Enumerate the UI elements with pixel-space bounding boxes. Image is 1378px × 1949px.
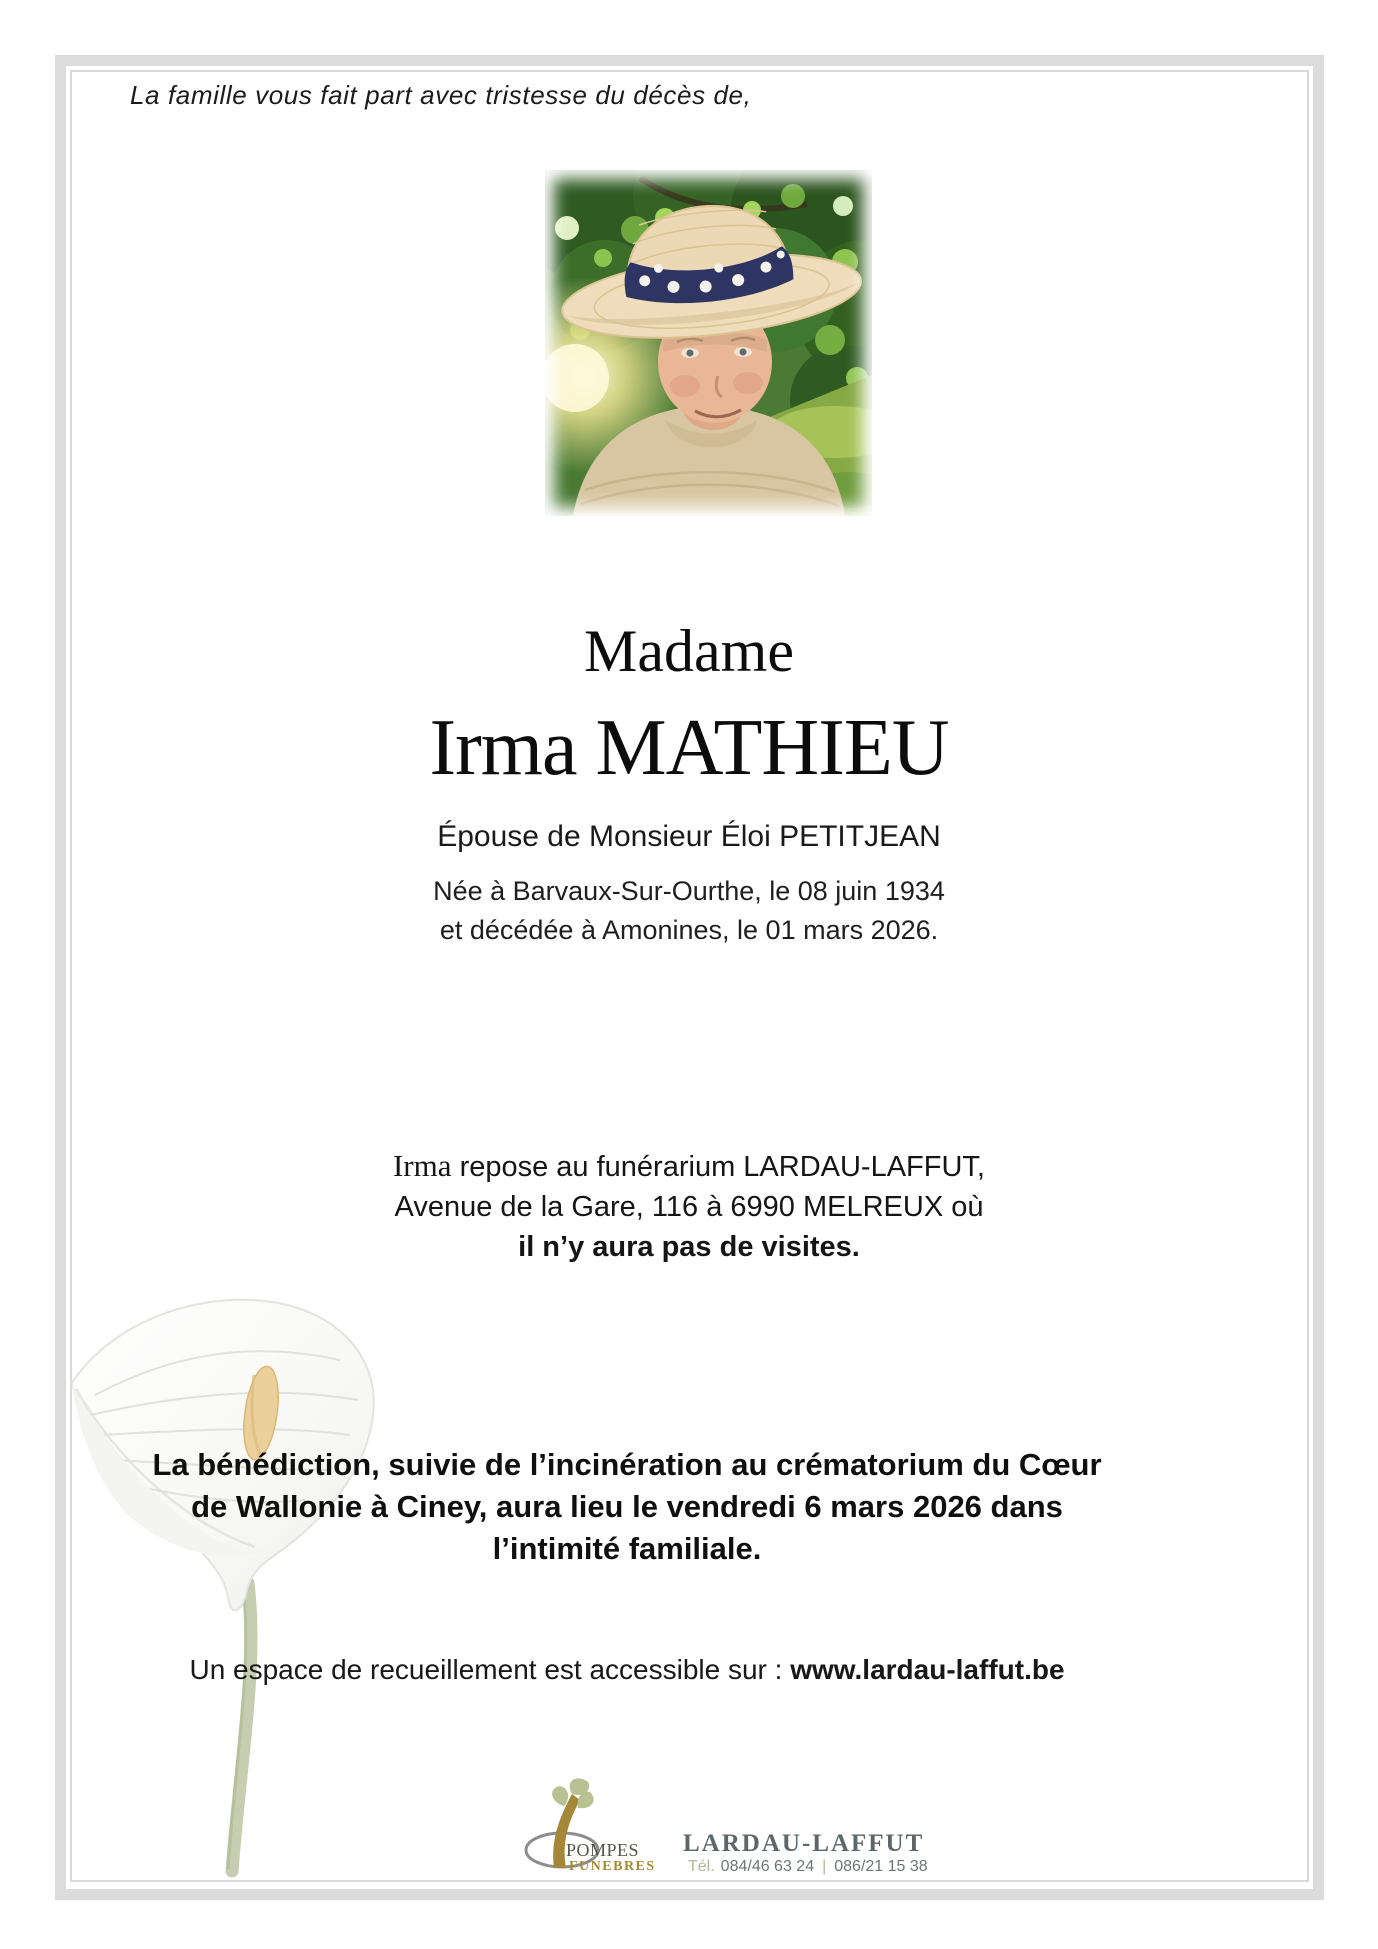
- intro-line: La famille vous fait part avec tristesse du décès de,: [130, 80, 752, 110]
- funeral-home-name: LARDAU-LAFFUT: [683, 1830, 925, 1857]
- birth-death-block: [0, 872, 1378, 950]
- civility-title: Madame: [584, 618, 794, 684]
- birth-line: Née à Barvaux-Sur-Ourthe, le 08 juin 1934: [433, 876, 945, 906]
- logo-text-pompes: POMPES: [566, 1840, 640, 1860]
- repose-line-3: il n’y aura pas de visites.: [518, 1231, 860, 1263]
- repose-line-2: Avenue de la Gare, 116 à 6990 MELREUX où: [394, 1191, 984, 1223]
- phone-number-2: 086/21 15 38: [834, 1858, 928, 1875]
- phone-label: Tél.: [688, 1858, 715, 1875]
- repose-block: [24, 1146, 1354, 1267]
- phone-line: [688, 1858, 928, 1876]
- repose-line-1-rest: repose au funérarium LARDAU-LAFFUT,: [451, 1151, 985, 1183]
- repose-line-1: [24, 1146, 1354, 1187]
- memorial-prefix: Un espace de recueillement est accessible sur :: [189, 1654, 791, 1685]
- calla-lily-image: [40, 1285, 420, 1885]
- memorial-url: www.lardau-laffut.be: [790, 1654, 1065, 1685]
- ceremony-line-2: de Wallonie à Ciney, aura lieu le vendredi 6 mars 2026 dans: [191, 1489, 1063, 1524]
- ceremony-line-1: La bénédiction, suivie de l’incinération au crématorium du Cœur: [152, 1447, 1102, 1482]
- ceremony-block: [97, 1444, 1157, 1570]
- portrait-photo-image: [545, 170, 872, 516]
- phone-separator: |: [822, 1858, 827, 1875]
- repose-firstname: Irma: [392, 1148, 452, 1183]
- logo-text-funebres: FUNEBRES: [569, 1859, 656, 1874]
- phone-number-1: 084/46 63 24: [720, 1858, 815, 1875]
- ceremony-line-3: l’intimité familiale.: [492, 1531, 762, 1566]
- spouse-line: Épouse de Monsieur Éloi PETITJEAN: [437, 820, 941, 853]
- death-line: et décédée à Amonines, le 01 mars 2026.: [439, 915, 939, 945]
- memorial-line: [97, 1654, 1157, 1686]
- portrait-photo: [545, 170, 872, 516]
- deceased-name: Irma MATHIEU: [429, 704, 949, 792]
